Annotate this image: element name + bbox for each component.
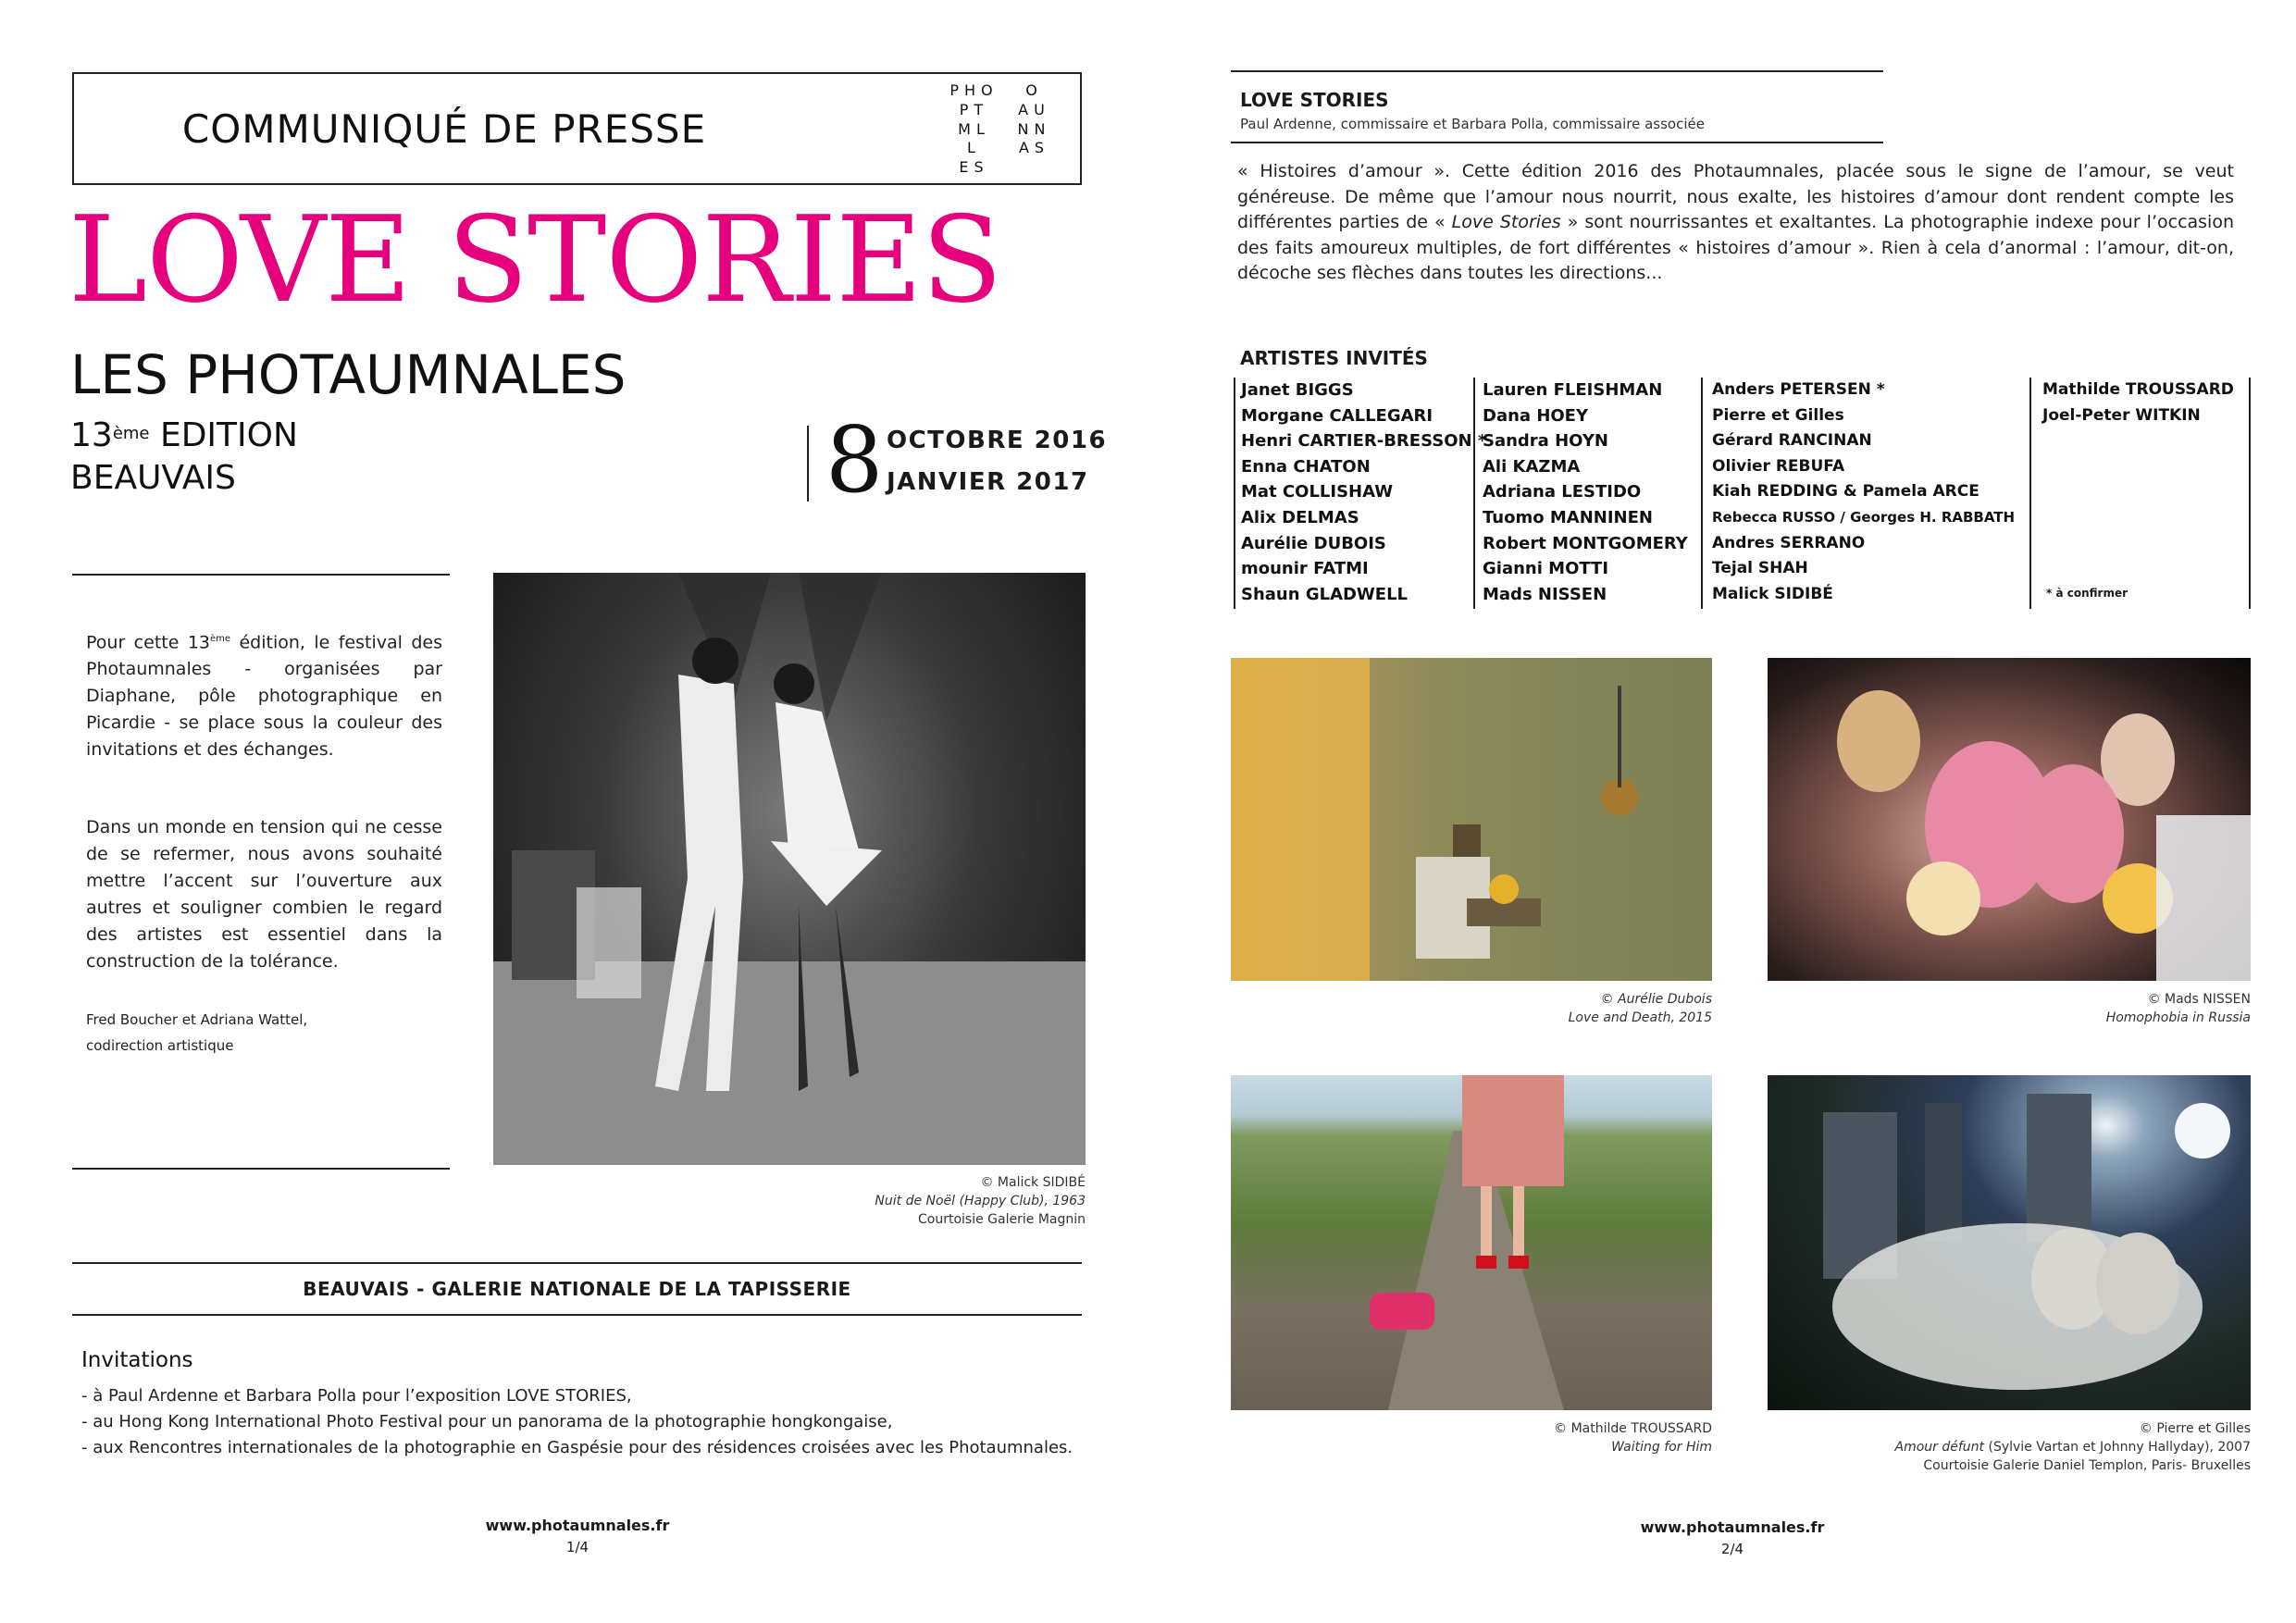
artist-name: Rebecca RUSSO / Georges H. RABBATH bbox=[1712, 508, 2016, 526]
nissen-caption: © Mads NISSEN Homophobia in Russia bbox=[2105, 992, 2251, 1025]
date-divider bbox=[807, 426, 809, 502]
intro-top-rule bbox=[72, 574, 450, 576]
artist-name: Gérard RANCINAN bbox=[1712, 431, 1872, 451]
brides-illustration bbox=[1768, 658, 2251, 981]
artist-name: Dana HOEY bbox=[1483, 405, 1589, 426]
artist-name: Pierre et Gilles bbox=[1712, 405, 1844, 425]
photo-pierre-et-gilles-amour-defunt bbox=[1768, 1075, 2251, 1410]
artist-name: Kiah REDDING & Pamela ARCE bbox=[1712, 482, 1980, 502]
dubois-caption: © Aurélie Dubois Love and Death, 2015 bbox=[1568, 992, 1712, 1025]
page-number-1: 1/4 bbox=[565, 1539, 590, 1555]
artist-name: Tejal SHAH bbox=[1712, 559, 1808, 578]
artists-column-2 bbox=[1483, 378, 1688, 607]
artist-col-divider bbox=[2029, 378, 2031, 609]
curators-intro-paragraph: « Histoires d’amour ». Cette édition 2016 des Photaumnales, placée sous le signe de l’amour, se veut généreuse. De même que l’amour nous nourrit, nous exalte, les histoires d’amour dont rendent compte les différentes parties de « Love Stories » sont nourrissantes et exaltantes. La photographie indexe pour l’occasion des faits amoureux multiples, de fort différentes « histoires d’amour ». Rien à cela d’anormal : l’amour, dit-on, décoche ses flèches dans toutes les directions... bbox=[1237, 161, 2234, 283]
room-illustration bbox=[1231, 658, 1712, 981]
venue-top-rule bbox=[72, 1262, 1082, 1264]
festival-name: LES PHOTAUMNALES bbox=[70, 343, 627, 406]
gilles-caption: © Pierre et Gilles Amour défunt (Sylvie Vartan et Johnny Hallyday), 2007 Courtoisie Galerie Daniel Templon, Paris- Bruxelles bbox=[1894, 1421, 2251, 1473]
intro-paragraph-2: Dans un monde en tension qui ne cesse de se refermer, nous avons souhaité mettre l’accent sur l’ouverture aux autres et souligner combien le regard des artistes est essentiel dans la construction de la tolérance. bbox=[86, 817, 442, 972]
curators-section-title: LOVE STORIES bbox=[1240, 89, 1389, 111]
venue-bottom-rule bbox=[72, 1314, 1082, 1316]
artist-col-divider bbox=[1234, 378, 1235, 609]
photo-troussard-waiting-for-him bbox=[1231, 1075, 1712, 1410]
date-start: OCTOBRE 2016 bbox=[887, 427, 1108, 454]
codirection-credit: Fred Boucher et Adriana Wattel, bbox=[86, 1011, 308, 1028]
artists-section-title: ARTISTES INVITÉS bbox=[1240, 347, 1428, 369]
date-end: JANVIER 2017 bbox=[887, 468, 1089, 496]
invitation-item: - à Paul Ardenne et Barbara Polla pour l’exposition LOVE STORIES, bbox=[81, 1386, 632, 1406]
photaumnales-logo: PHO O PT AU ML NN L AS ES bbox=[949, 81, 1051, 177]
artist-col-divider bbox=[2249, 378, 2251, 609]
artist-name: Enna CHATON bbox=[1241, 456, 1371, 477]
road-illustration bbox=[1231, 1075, 1712, 1410]
artist-col-divider bbox=[1701, 378, 1703, 609]
invitations-title: Invitations bbox=[81, 1348, 193, 1372]
artist-name: Tuomo MANNINEN bbox=[1483, 507, 1653, 527]
photo-dubois-love-and-death bbox=[1231, 658, 1712, 981]
artist-name: Adriana LESTIDO bbox=[1483, 482, 1642, 502]
artist-name: Mat COLLISHAW bbox=[1241, 482, 1394, 502]
artist-name: Andres SERRANO bbox=[1712, 533, 1866, 552]
artist-name: Olivier REBUFA bbox=[1712, 456, 1845, 476]
artist-name: Mathilde TROUSSARD bbox=[2042, 380, 2234, 399]
artist-name: Mads NISSEN bbox=[1483, 584, 1607, 604]
confirmation-note: * à confirmer bbox=[2046, 587, 2128, 600]
edition-label: 13ème EDITION bbox=[70, 416, 298, 454]
night-city-illustration bbox=[1768, 1075, 2251, 1410]
city-label: BEAUVAIS bbox=[70, 459, 236, 497]
artist-name: Shaun GLADWELL bbox=[1241, 584, 1409, 604]
venue-title: BEAUVAIS - GALERIE NATIONALE DE LA TAPISSERIE bbox=[303, 1278, 851, 1300]
sidibe-caption: © Malick SIDIBÉ Nuit de Noël (Happy Club), 1963 Courtoisie Galerie Magnin bbox=[875, 1175, 1086, 1227]
artist-name: Anders PETERSEN * bbox=[1712, 380, 1885, 399]
artist-name: mounir FATMI bbox=[1241, 559, 1369, 579]
artist-name: Alix DELMAS bbox=[1241, 507, 1359, 527]
invitation-item: - aux Rencontres internationales de la photographie en Gaspésie pour des résidences croisées avec les Photaumnales. bbox=[81, 1438, 1074, 1457]
p2-sub-rule bbox=[1231, 142, 1883, 143]
invitation-item: - au Hong Kong International Photo Festival pour un panorama de la photographie hongkongaise, bbox=[81, 1412, 893, 1431]
intro-bottom-rule bbox=[72, 1168, 450, 1170]
press-release-header-box bbox=[72, 72, 1082, 185]
press-release-title: COMMUNIQUÉ DE PRESSE bbox=[181, 105, 707, 152]
artist-name: Gianni MOTTI bbox=[1483, 559, 1609, 579]
footer-url-page1[interactable]: www.photaumnales.fr bbox=[485, 1517, 670, 1534]
artists-column-1 bbox=[1241, 378, 1486, 607]
artists-column-4 bbox=[2042, 378, 2234, 428]
artists-column-3 bbox=[1712, 378, 2015, 607]
main-title: LOVE STORIES bbox=[68, 192, 1002, 329]
troussard-caption: © Mathilde TROUSSARD Waiting for Him bbox=[1554, 1421, 1712, 1455]
artist-name: Ali KAZMA bbox=[1483, 456, 1581, 477]
artist-name: Malick SIDIBÉ bbox=[1712, 584, 1833, 603]
p2-top-rule bbox=[1231, 70, 1883, 72]
codirection-role: codirection artistique bbox=[86, 1037, 234, 1054]
artist-name: Lauren FLEISHMAN bbox=[1483, 380, 1663, 400]
artist-name: Sandra HOYN bbox=[1483, 431, 1608, 452]
intro-paragraph-1: Pour cette 13ème édition, le festival des Photaumnales - organisées par Diaphane, pôle photographique en Picardie - se place sous la couleur des invitations et des échanges. bbox=[86, 632, 442, 761]
artist-name: Aurélie DUBOIS bbox=[1241, 533, 1386, 553]
artist-name: Morgane CALLEGARI bbox=[1241, 405, 1433, 426]
artist-name: Henri CARTIER-BRESSON * bbox=[1241, 431, 1487, 452]
footer-url-page2[interactable]: www.photaumnales.fr bbox=[1640, 1518, 1825, 1536]
photo-sidibe-happy-club bbox=[493, 573, 1086, 1165]
artist-name: Joel-Peter WITKIN bbox=[2042, 405, 2201, 425]
artist-name: Janet BIGGS bbox=[1241, 380, 1354, 400]
artist-name: Robert MONTGOMERY bbox=[1483, 533, 1688, 553]
dancing-couple-illustration bbox=[493, 573, 1086, 1165]
curators-subtitle: Paul Ardenne, commissaire et Barbara Polla, commissaire associée bbox=[1240, 116, 1705, 132]
photo-nissen-homophobia bbox=[1768, 658, 2251, 981]
date-day: 8 bbox=[825, 408, 884, 514]
page-number-2: 2/4 bbox=[1720, 1541, 1744, 1557]
